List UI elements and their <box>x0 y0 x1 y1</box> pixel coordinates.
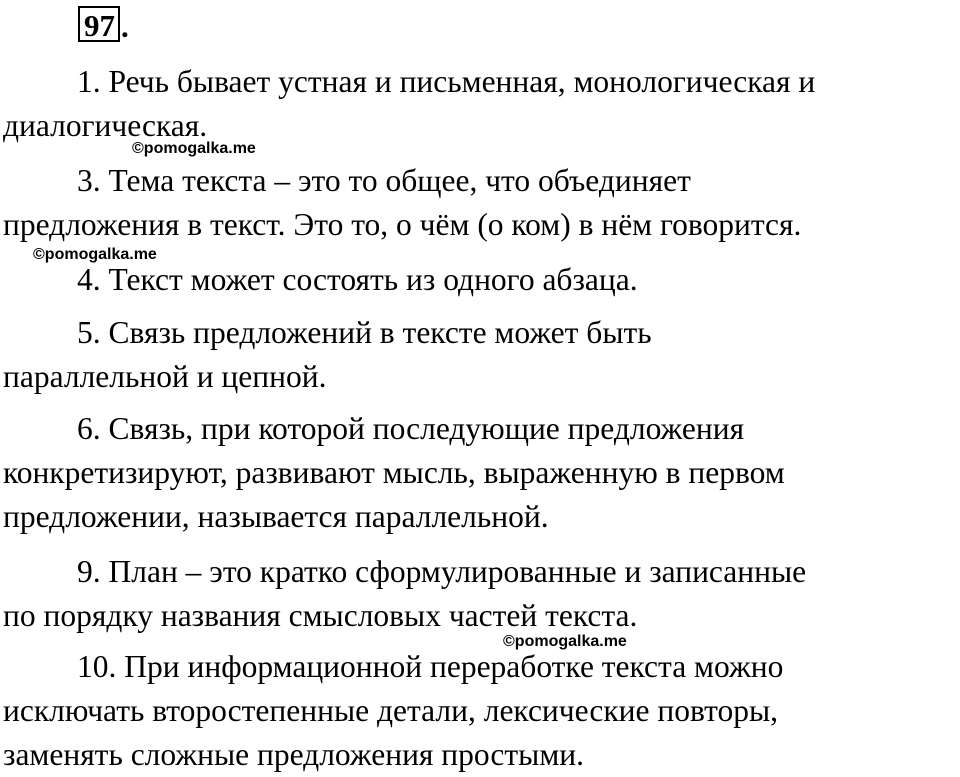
answer-paragraph-9: 9. План – это кратко сформулированные и записанные по порядку названия смысловых частей текста. <box>3 554 807 633</box>
answer-paragraph-5: 5. Связь предложений в тексте может быть параллельной и цепной. <box>3 315 652 394</box>
exercise-number-dot: . <box>121 9 129 44</box>
watermark: ©pomogalka.me <box>33 246 157 263</box>
answer-paragraph-10: 10. При информационной переработке текста можно исключать второстепенные детали, лексические повторы, заменять сложные предложения простыми. <box>3 649 784 772</box>
answer-paragraph-4: 4. Текст может состоять из одного абзаца. <box>77 262 638 297</box>
watermark: ©pomogalka.me <box>503 633 627 650</box>
answer-paragraph-6: 6. Связь, при которой последующие предложения конкретизируют, развивают мысль, выраженную в первом предложении, называется параллельной. <box>3 411 785 534</box>
answer-paragraph-3: 3. Тема текста – это то общее, что объединяет предложения в текст. Это то, о чём (о ком) в нём говорится. <box>3 163 802 242</box>
exercise-number-box: 97 <box>78 6 120 42</box>
exercise-number <box>78 6 129 42</box>
answer-paragraph-1: 1. Речь бывает устная и письменная, монологическая и диалогическая. <box>3 64 816 143</box>
watermark: ©pomogalka.me <box>132 140 256 157</box>
